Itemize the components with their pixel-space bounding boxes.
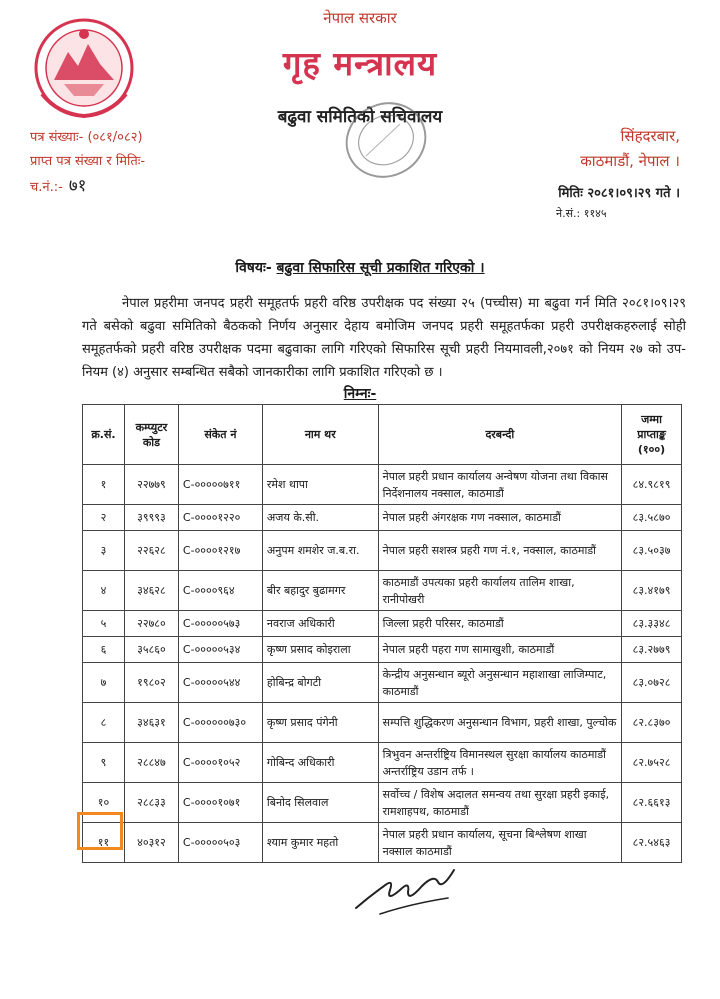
cell-symbol: C-०००००५०३ <box>178 823 262 863</box>
cell-code: २२७७९ <box>124 465 178 505</box>
recommendation-table <box>82 404 682 863</box>
cell-name: कृष्ण प्रसाद पंगेनी <box>262 703 378 743</box>
cell-sn: ४ <box>83 571 125 611</box>
ministry-title: गृह मन्त्रालय <box>282 44 438 83</box>
letter-reference-block <box>30 126 145 200</box>
table-header-row <box>83 405 682 465</box>
cell-code: २२६२८ <box>124 531 178 571</box>
cell-sn: ११ <box>83 823 125 863</box>
cell-name: अजय के.सी. <box>262 505 378 531</box>
received-letter-label: प्राप्त पत्र संख्या र मितिः- <box>30 154 146 169</box>
cell-sn: २ <box>83 505 125 531</box>
cell-score: ८२.८३७० <box>622 703 682 743</box>
cell-symbol: C-०००००५४४ <box>178 663 262 703</box>
cell-symbol: C-००००९६४ <box>178 571 262 611</box>
cell-post: नेपाल प्रहरी प्रधान कार्यालय, सूचना बिश्लेषण शाखा नक्साल काठमाडौं <box>378 823 621 863</box>
cell-post: काठमाडौं उपत्यका प्रहरी कार्यालय तालिम शाखा, रानीपोखरी <box>378 571 621 611</box>
cell-score: ८२.५४६३ <box>622 823 682 863</box>
cell-code: १९८०२ <box>124 663 178 703</box>
cell-sn: १० <box>83 783 125 823</box>
subject-label: विषयः- <box>235 260 272 276</box>
dispatch-no-value: ७१ <box>68 176 87 196</box>
subject-text: बढुवा सिफारिस सूची प्रकाशित गरिएको । <box>276 260 485 276</box>
cell-name: रमेश थापा <box>262 465 378 505</box>
col-header-name: नाम थर <box>262 405 378 465</box>
letter-date: मितिः २०८१।०९।२९ गते । <box>558 186 680 201</box>
table-row <box>83 637 682 663</box>
address-line-2: काठमाडौं, नेपाल । <box>580 152 680 170</box>
table-row <box>83 505 682 531</box>
cell-score: ८३.०७२८ <box>622 663 682 703</box>
cell-sn: ९ <box>83 743 125 783</box>
cell-post: नेपाल प्रहरी सशस्त्र प्रहरी गण नं.१, नक्साल, काठमाडौं <box>378 531 621 571</box>
cell-name: श्याम कुमार महतो <box>262 823 378 863</box>
cell-code: २२७८० <box>124 611 178 637</box>
cell-symbol: C-०००००७११ <box>178 465 262 505</box>
cell-post: नेपाल प्रहरी अंगरक्षक गण नक्साल, काठमाडौं <box>378 505 621 531</box>
cell-symbol: C-००००००७३० <box>178 703 262 743</box>
cell-name: बीर बहादुर बुढामगर <box>262 571 378 611</box>
table-row <box>83 531 682 571</box>
cell-code: २८८३३ <box>124 783 178 823</box>
cell-name: अनुपम शमशेर ज.ब.रा. <box>262 531 378 571</box>
cell-post: नेपाल प्रहरी पहरा गण सामाखुशी, काठमाडौं <box>378 637 621 663</box>
signature-icon <box>350 856 460 918</box>
cell-score: ८३.३३४८ <box>622 611 682 637</box>
dispatch-no-label: च.नं.:- <box>30 180 63 195</box>
cell-code: ३४६३१ <box>124 703 178 743</box>
cell-post: केन्द्रीय अनुसन्धान ब्यूरो अनुसन्धान महाशाखा लाजिम्पाट, काठमाडौं <box>378 663 621 703</box>
cell-post: त्रिभुवन अन्तर्राष्ट्रिय विमानस्थल सुरक्षा कार्यालय काठमाडौं अन्तर्राष्ट्रिय उडान तर्फ । <box>378 743 621 783</box>
cell-symbol: C-००००१२२० <box>178 505 262 531</box>
address-line-1: सिंहदरबार, <box>620 127 680 145</box>
table-row <box>83 571 682 611</box>
col-header-post: दरबन्दी <box>378 405 621 465</box>
col-header-code: कम्प्युटर कोड <box>124 405 178 465</box>
cell-code: २८८४७ <box>124 743 178 783</box>
cell-name: कृष्ण प्रसाद कोइराला <box>262 637 378 663</box>
cell-name: नवराज अधिकारी <box>262 611 378 637</box>
cell-code: ३९९९३ <box>124 505 178 531</box>
subject-line <box>0 258 720 277</box>
cell-name: बिनोद सिलवाल <box>262 783 378 823</box>
highlight-box <box>77 812 123 850</box>
cell-code: ३५८६० <box>124 637 178 663</box>
cell-post: नेपाल प्रहरी प्रधान कार्यालय अन्वेषण योजना तथा विकास निर्देशनालय नक्साल, काठमाडौं <box>378 465 621 505</box>
cell-score: ८३.४१७९ <box>622 571 682 611</box>
table-row <box>83 743 682 783</box>
cell-symbol: C-००००१२१७ <box>178 531 262 571</box>
cell-name: गोबिन्द अधिकारी <box>262 743 378 783</box>
cell-score: ८३.५०३७ <box>622 531 682 571</box>
cell-post: जिल्ला प्रहरी परिसर, काठमाडौं <box>378 611 621 637</box>
cell-symbol: C-०००००५३४ <box>178 637 262 663</box>
cell-code: ४०३१२ <box>124 823 178 863</box>
cell-sn: ६ <box>83 637 125 663</box>
cell-score: ८२.७५२८ <box>622 743 682 783</box>
cell-score: ८३.५८७० <box>622 505 682 531</box>
cell-code: ३४६२८ <box>124 571 178 611</box>
cell-sn: ८ <box>83 703 125 743</box>
nepal-sambat-number: ने.सं.: ११४५ <box>556 207 607 220</box>
office-stamp-icon <box>338 96 434 184</box>
table-row <box>83 783 682 823</box>
table-row <box>83 465 682 505</box>
cell-score: ८४.९८१९ <box>622 465 682 505</box>
col-header-symbol: संकेत नं <box>178 405 262 465</box>
government-name: नेपाल सरकार <box>323 9 397 27</box>
office-address <box>580 124 680 174</box>
col-header-sn: क्र.सं. <box>83 405 125 465</box>
cell-symbol: C-००००१०५२ <box>178 743 262 783</box>
letter-no-label: पत्र संख्याः- <box>30 130 84 145</box>
secretariat-title: बढुवा समितिको सचिवालय <box>277 107 443 127</box>
cell-sn: ३ <box>83 531 125 571</box>
cell-post: सम्पत्ति शुद्धिकरण अनुसन्धान विभाग, प्रहरी शाखा, पुल्चोक <box>378 703 621 743</box>
cell-symbol: C-०००००५७३ <box>178 611 262 637</box>
cell-symbol: C-००००१०७१ <box>178 783 262 823</box>
cell-sn: ७ <box>83 663 125 703</box>
col-header-score: जम्मा प्राप्ताङ्क (१००) <box>622 405 682 465</box>
notice-body: नेपाल प्रहरीमा जनपद प्रहरी समूहतर्फ प्रहरी वरिष्ठ उपरीक्षक पद संख्या २५ (पच्चीस) मा बढुवा गर्न मिति २०८१।०९।२९ गते बसेको बढुवा समितिको बैठकको निर्णय अनुसार देहाय बमोजिम जनपद प्रहरी समूहतर्फका प्रहरी उपरीक्षकहरुलाई सोही समूहतर्फको प्रहरी वरिष्ठ उपरीक्षक पदमा बढुवाका लागि गरिएको सिफारिस सूची प्रहरी नियमावली,२०७१ को नियम २७ को उप-नियम (४) अनुसार सम्बन्धित सबैको जानकारीका लागि प्रकाशित गरिएको छ । <box>82 296 686 380</box>
list-heading: निम्नः- <box>343 386 377 402</box>
table-row <box>83 663 682 703</box>
cell-sn: ५ <box>83 611 125 637</box>
cell-score: ८३.२७७९ <box>622 637 682 663</box>
table-row <box>83 703 682 743</box>
cell-sn: १ <box>83 465 125 505</box>
letter-no-value: (०८१/०८२) <box>87 130 143 145</box>
cell-score: ८२.६६१३ <box>622 783 682 823</box>
table-row <box>83 611 682 637</box>
cell-name: होबिन्द्र बोगटी <box>262 663 378 703</box>
cell-post: सर्वोच्च / विशेष अदालत समन्वय तथा सुरक्षा प्रहरी इकाई, रामशाहपथ, काठमाडौं <box>378 783 621 823</box>
